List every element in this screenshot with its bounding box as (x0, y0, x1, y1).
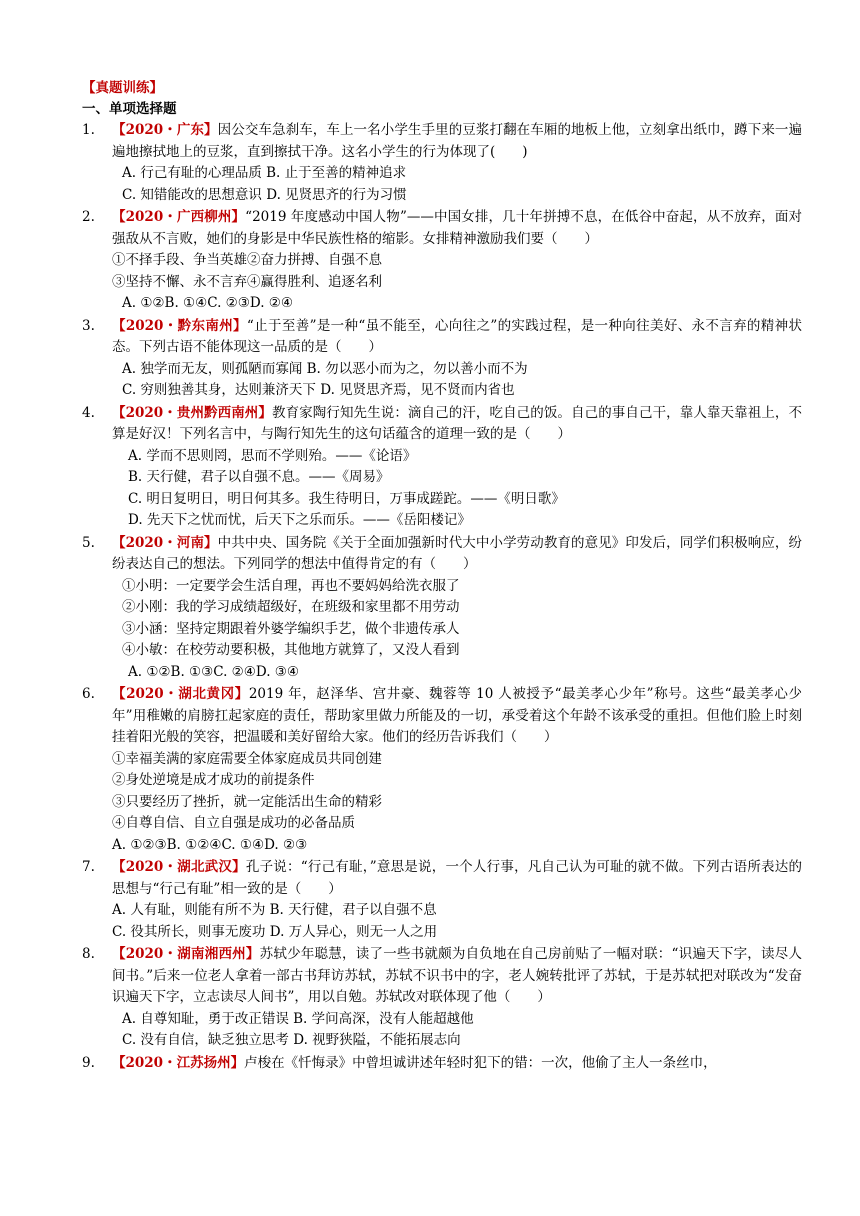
stem-text: 教育家陶行知先生说：滴自己的汗，吃自己的饭。自己的事自己干，靠人靠天靠祖上，不算是好汉！下列名言中，与陶行知先生的这句话蕴含的道理一致的是（ ） (112, 404, 802, 442)
question-number: 5. (82, 534, 95, 551)
option-line: ①不择手段、争当英雄②奋力拼搏、自强不息 (112, 252, 382, 268)
stem-text: “止于至善”是一种“虽不能至，心向往之”的实践过程，是一种向往美好、永不言弃的精神状态。下列古语不能体现这一品质的是（ ） (112, 317, 802, 355)
question-stem (112, 533, 802, 576)
question-number: 8. (82, 946, 95, 962)
option-line: ④自尊自信、自立自强是成功的必备品质 (112, 815, 355, 831)
question-number: 4. (82, 404, 95, 421)
question-4 (82, 403, 802, 532)
option-line: ③小涵：坚持定期跟着外婆学编织手艺，做个非遗传承人 (122, 620, 460, 637)
stem-text: 2019 年，赵泽华、宫井豪、魏蓉等 10 人被授予“最美孝心少年”称号。这些“最美孝心少年”用稚嫩的肩膀扛起家庭的责任，帮助家里做力所能及的一切，承受着这个年龄不该承受的重担。但他们脸上时刻挂着阳光般的笑容，把温暖和美好留给大家。他们的经历告诉我们（ ） (112, 686, 802, 745)
option-line: ③只要经历了挫折，就一定能活出生命的精彩 (112, 793, 382, 810)
question-9 (82, 1053, 802, 1075)
stem-text: 孔子说：“行己有耻，”意思是说，一个人行事，凡自己认为可耻的就不做。下列古语所表达的思想与“行己有耻”相一致的是（ ） (112, 859, 802, 897)
option-line: C. 知错能改的思想意识 D. 见贤思齐的行为习惯 (122, 186, 407, 203)
source-tag: 【2020・湖北黄冈】 (112, 686, 249, 702)
option-line: ①小明：一定要学会生活自理，再也不要妈妈给洗衣服了 (122, 577, 460, 594)
source-tag: 【2020・黔东南州】 (112, 317, 247, 334)
option-line: A. ①②③B. ①②④C. ①④D. ②③ (112, 836, 308, 853)
option-line: C. 穷则独善其身，达则兼济天下 D. 见贤思齐焉，见不贤而内省也 (122, 382, 515, 398)
question-stem (112, 403, 802, 446)
source-tag: 【2020・贵州黔西南州】 (112, 404, 272, 421)
option-line: C. 明日复明日，明日何其多。我生待明日，万事成蹉跎。——《明日歌》 (128, 490, 565, 507)
option-line: A. 自尊知耻，勇于改正错误 B. 学问高深，没有人能超越他 (122, 1010, 474, 1027)
section-tag: 【真题训练】 (82, 80, 163, 96)
question-number: 1. (82, 122, 95, 138)
option-line: C. 役其所长，则事无废功 D. 万人异心，则无一人之用 (112, 923, 438, 940)
option-line: D. 先天下之忧而忧，后天下之乐而乐。——《岳阳楼记》 (128, 512, 471, 528)
question-stem (112, 944, 802, 1009)
source-tag: 【2020・江苏扬州】 (112, 1054, 245, 1071)
option-line: ②身处逆境是成才成功的前提条件 (112, 772, 315, 788)
source-tag: 【2020・河南】 (112, 534, 218, 551)
question-5 (82, 533, 802, 684)
stem-text: “2019 年度感动中国人物”——中国女排，几十年拼搏不息，在低谷中奋起，从不放弃，面对强敌从不言败，她们的身影是中华民族性格的缩影。女排精神激励我们要（ ） (112, 209, 803, 247)
source-tag: 【2020・广西柳州】 (112, 209, 246, 225)
question-8 (82, 944, 802, 1052)
option-line: A. 独学而无友，则孤陋而寡闻 B. 勿以恶小而为之，勿以善小而不为 (122, 360, 528, 377)
stem-text: 中共中央、国务院《关于全面加强新时代大中小学劳动教育的意见》印发后，同学们积极响应，纷纷表达自己的想法。下列同学的想法中值得肯定的有（ ） (112, 534, 803, 572)
option-line: ④小敏：在校劳动要积极，其他地方就算了，又没人看到 (122, 642, 460, 658)
stem-text: 苏轼少年聪慧，读了一些书就颇为自负地在自己房前贴了一幅对联：“识遍天下字，读尽人间书。”后来一位老人拿着一部古书拜访苏轼，苏轼不识书中的字，老人婉转批评了苏轼，于是苏轼把对联改为“发奋识遍天下字，立志读尽人间书”，用以自勉。苏轼改对联体现了他（ ） (112, 946, 802, 1005)
question-3 (82, 316, 802, 402)
option-line: ②小刚：我的学习成绩超级好，在班级和家里都不用劳动 (122, 599, 460, 615)
question-2 (82, 207, 802, 315)
question-number: 9. (82, 1054, 95, 1071)
option-line: B. 天行健，君子以自强不息。——《周易》 (128, 469, 390, 485)
source-tag: 【2020・广东】 (112, 122, 218, 138)
question-stem (112, 120, 802, 163)
stem-text: 卢梭在《忏悔录》中曾坦诚讲述年轻时犯下的错：一次，他偷了主人一条丝巾， (244, 1054, 717, 1071)
question-number: 3. (82, 317, 95, 334)
option-line: A. ①②B. ①④C. ②③D. ②④ (122, 295, 294, 311)
option-line: A. 人有耻，则能有所不为 B. 天行健，君子以自强不息 (112, 902, 437, 918)
option-line: A. 学而不思则罔，思而不学则殆。——《论语》 (128, 447, 417, 464)
option-line: A. ①②B. ①③C. ②④D. ③④ (128, 663, 300, 680)
section-title: 一、单项选择题 (82, 101, 177, 117)
source-tag: 【2020・湖南湘西州】 (112, 946, 260, 962)
option-line: C. 没有自信，缺乏独立思考 D. 视野狭隘，不能拓展志向 (122, 1032, 461, 1048)
question-6 (82, 684, 802, 856)
question-stem (112, 857, 802, 900)
exam-page (82, 78, 802, 1075)
question-number: 2. (82, 209, 95, 225)
question-7 (82, 857, 802, 943)
question-stem (112, 207, 802, 250)
option-line: ①幸福美满的家庭需要全体家庭成员共同创建 (112, 750, 382, 767)
question-stem (112, 684, 802, 749)
option-line: ③坚持不懈、永不言弃④赢得胜利、追逐名利 (112, 273, 382, 290)
stem-text: 因公交车急刹车，车上一名小学生手里的豆浆打翻在车厢的地板上他，立刻拿出纸巾，蹲下来一遍遍地擦拭地上的豆浆，直到擦拭干净。这名小学生的行为体现了( ) (112, 122, 803, 160)
question-1 (82, 120, 802, 206)
question-stem (112, 316, 802, 359)
option-line: A. 行己有耻的心理品质 B. 止于至善的精神追求 (122, 165, 407, 181)
question-number: 7. (82, 859, 95, 875)
question-number: 6. (82, 686, 95, 702)
source-tag: 【2020・湖北武汉】 (112, 859, 246, 875)
question-stem (112, 1053, 802, 1075)
